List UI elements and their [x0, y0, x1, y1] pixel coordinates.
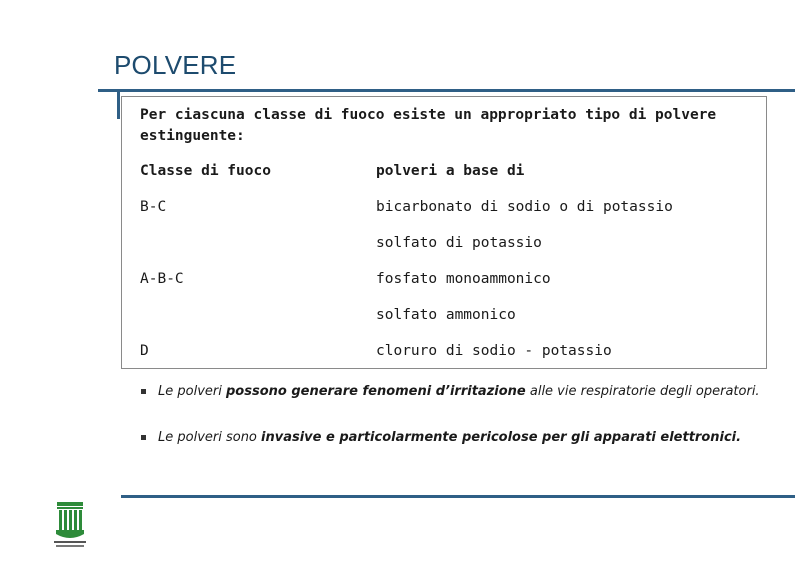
row-1-classe: B-C: [140, 199, 167, 215]
bullet-item: [140, 428, 760, 448]
header-classe: Classe di fuoco: [140, 163, 271, 179]
top-divider: [98, 89, 795, 92]
university-logo-icon: [52, 500, 88, 550]
bullet-text: Le polveri sono: [158, 430, 262, 445]
bullet-item: [140, 382, 760, 402]
row-2-polvere: solfato di potassio: [376, 235, 542, 251]
bullet-text: Le polveri: [158, 384, 226, 399]
bullet-emphasis: possono generare fenomeni d’irritazione: [225, 384, 526, 399]
divider-tick: [117, 89, 120, 119]
intro-text: Per ciascuna classe di fuoco esiste un appropriato tipo di polvere estinguente:: [140, 107, 717, 144]
slide-title: POLVERE: [114, 50, 237, 80]
bullet-list: [140, 382, 760, 448]
bullet-square-icon: [141, 435, 146, 440]
row-3-polvere: fosfato monoammonico: [376, 271, 551, 287]
bottom-divider: [121, 495, 795, 498]
row-3-classe: A-B-C: [140, 271, 184, 287]
bullet-square-icon: [141, 389, 146, 394]
row-4-polvere: solfato ammonico: [376, 307, 516, 323]
bullet-text: alle vie respiratorie degli operatori.: [525, 384, 760, 399]
row-5-classe: D: [140, 343, 149, 359]
bullet-emphasis: invasive e particolarmente pericolose per gli apparati elettronici.: [261, 430, 742, 445]
header-polveri: polveri a base di: [376, 163, 525, 179]
row-1-polvere: bicarbonato di sodio o di potassio: [376, 199, 673, 215]
row-5-polvere: cloruro di sodio - potassio: [376, 343, 612, 359]
